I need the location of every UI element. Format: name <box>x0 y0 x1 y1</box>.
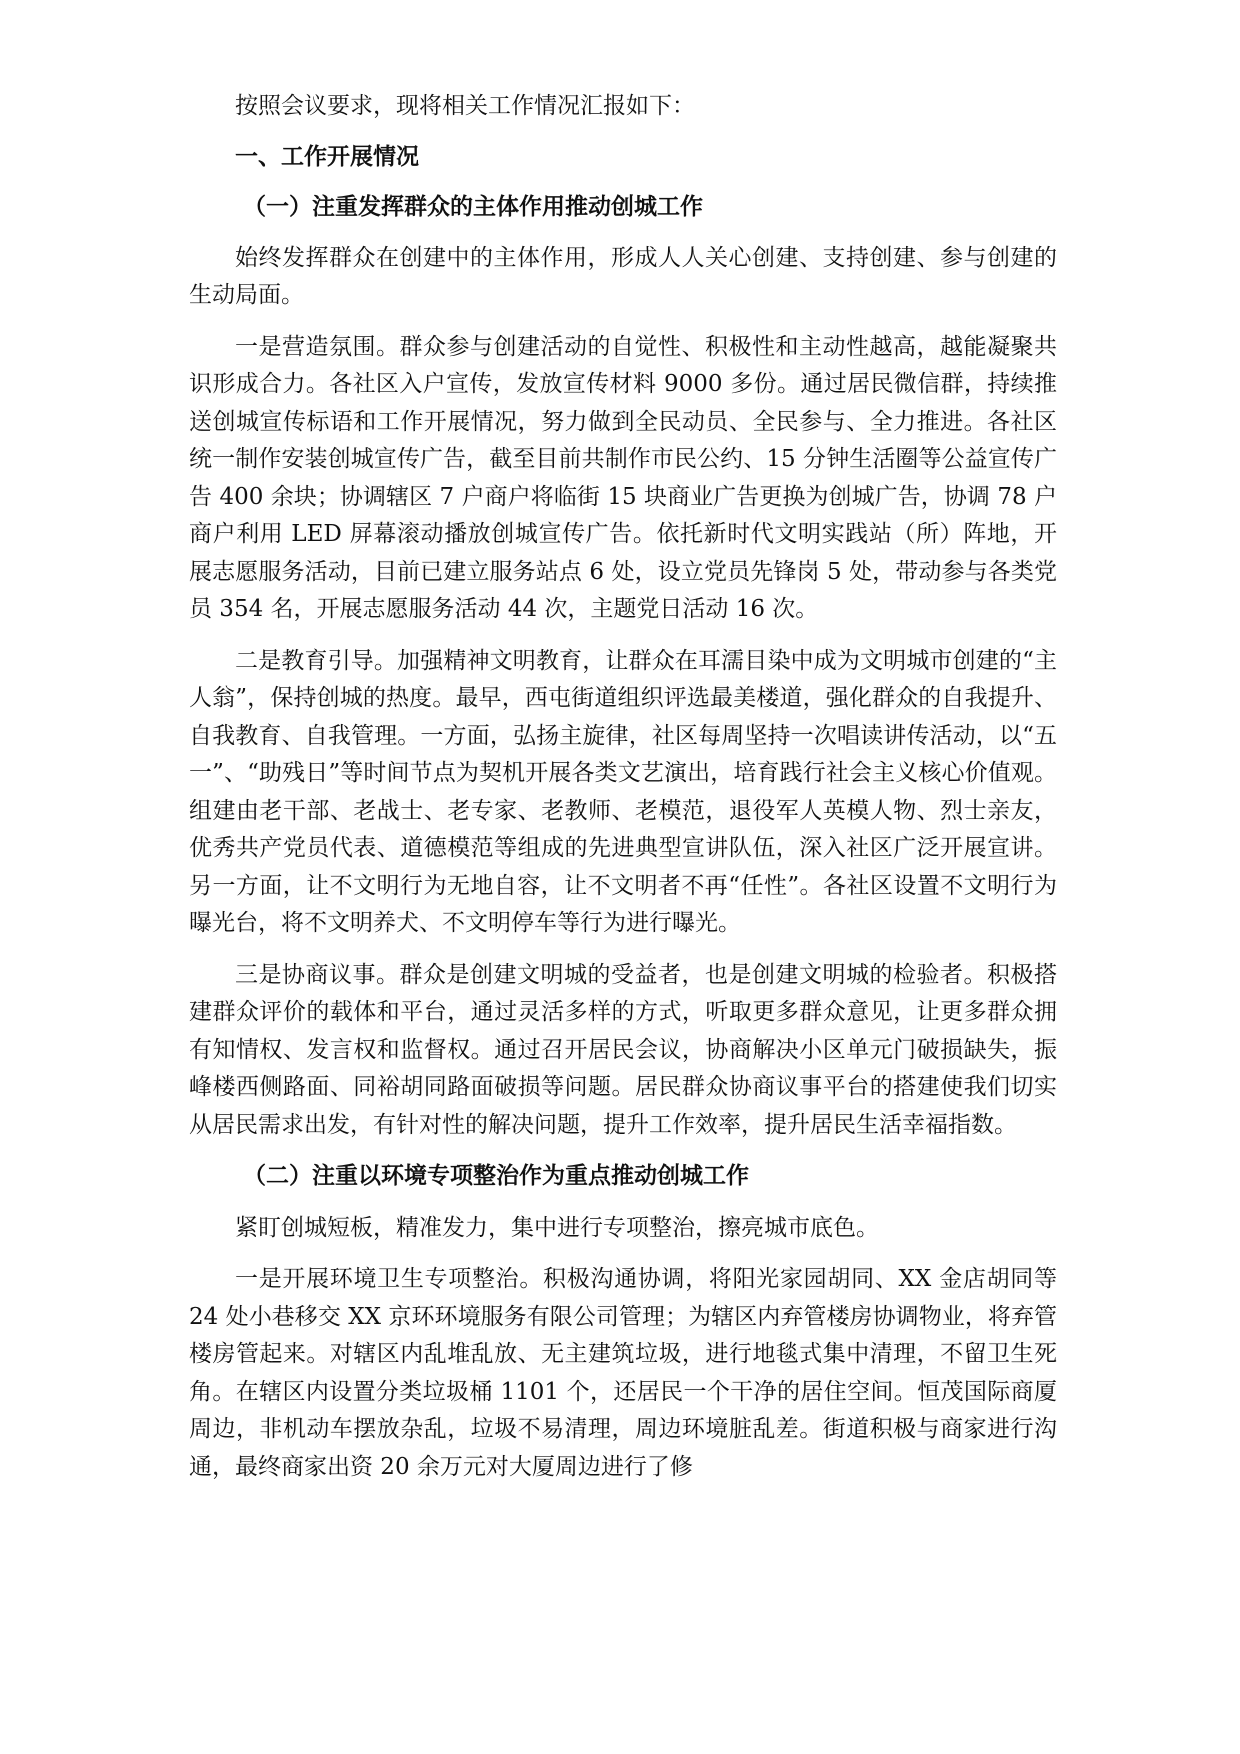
subsection-1-paragraph-2: 二是教育引导。加强精神文明教育，让群众在耳濡目染中成为文明城市创建的“主人翁”，保持创城的热度。最早，西屯街道组织评选最美楼道，强化群众的自我提升、自我教育、自我管理。一方面，弘扬主旋律，社区每周坚持一次唱读讲传活动，以“五一”、“助残日”等时间节点为契机开展各类文艺演出，培育践行社会主义核心价值观。组建由老干部、老战士、老专家、老教师、老模范，退役军人英模人物、烈士亲友，优秀共产党员代表、道德模范等组成的先进典型宣讲队伍，深入社区广泛开展宣讲。另一方面，让不文明行为无地自容，让不文明者不再“任性”。各社区设置不文明行为曝光台，将不文明养犬、不文明停车等行为进行曝光。 <box>189 647 1057 936</box>
subsection-1-intro: 始终发挥群众在创建中的主体作用，形成人人关心创建、支持创建、参与创建的生动局面。 <box>189 244 1057 308</box>
subsection-1-paragraph-3: 三是协商议事。群众是创建文明城的受益者，也是创建文明城的检验者。积极搭建群众评价的载体和平台，通过灵活多样的方式，听取更多群众意见，让更多群众拥有知情权、发言权和监督权。通过召开居民会议，协商解决小区单元门破损缺失，振峰楼西侧路面、同裕胡同路面破损等问题。居民群众协商议事平台的搭建使我们切实从居民需求出发，有针对性的解决问题，提升工作效率，提升居民生活幸福指数。 <box>189 961 1057 1138</box>
section-heading-1: 一、工作开展情况 <box>235 143 419 170</box>
subsection-2-paragraph-1: 一是开展环境卫生专项整治。积极沟通协调，将阳光家园胡同、XX 金店胡同等 24 处小巷移交 XX 京环环境服务有限公司管理；为辖区内弃管楼房协调物业，将弃管楼房管起来。对辖区内乱堆乱放、无主建筑垃圾，进行地毯式集中清理，不留卫生死角。在辖区内设置分类垃圾桶 1101 个，还居民一个干净的居住空间。恒茂国际商厦周边，非机动车摆放杂乱，垃圾不易清理，周边环境脏乱差。街道积极与商家进行沟通，最终商家出资 20 余万元对大厦周边进行了修 <box>189 1266 1057 1480</box>
intro-paragraph: 按照会议要求，现将相关工作情况汇报如下： <box>235 93 695 119</box>
subsection-heading-1: （一）注重发挥群众的主体作用推动创城工作 <box>243 194 703 220</box>
subsection-1-paragraph-1: 一是营造氛围。群众参与创建活动的自觉性、积极性和主动性越高，越能凝聚共识形成合力。各社区入户宣传，发放宣传材料 9000 多份。通过居民微信群，持续推送创城宣传标语和工作开展情况，努力做到全民动员、全民参与、全力推进。各社区统一制作安装创城宣传广告，截至目前共制作市民公约、15 分钟生活圈等公益宣传广告 400 余块；协调辖区 7 户商户将临街 15 块商业广告更换为创城广告，协调 78 户商户利用 LED 屏幕滚动播放创城宣传广告。依托新时代文明实践站（所）阵地，开展志愿服务活动，目前已建立服务站点 6 处，设立党员先锋岗 5 处，带动参与各类党员 354 名，开展志愿服务活动 44 次，主题党日活动 16 次。 <box>189 333 1057 622</box>
subsection-heading-2: （二）注重以环境专项整治作为重点推动创城工作 <box>243 1163 749 1189</box>
document-page <box>189 88 1057 1486</box>
subsection-2-intro: 紧盯创城短板，精准发力，集中进行专项整治，擦亮城市底色。 <box>235 1214 879 1241</box>
